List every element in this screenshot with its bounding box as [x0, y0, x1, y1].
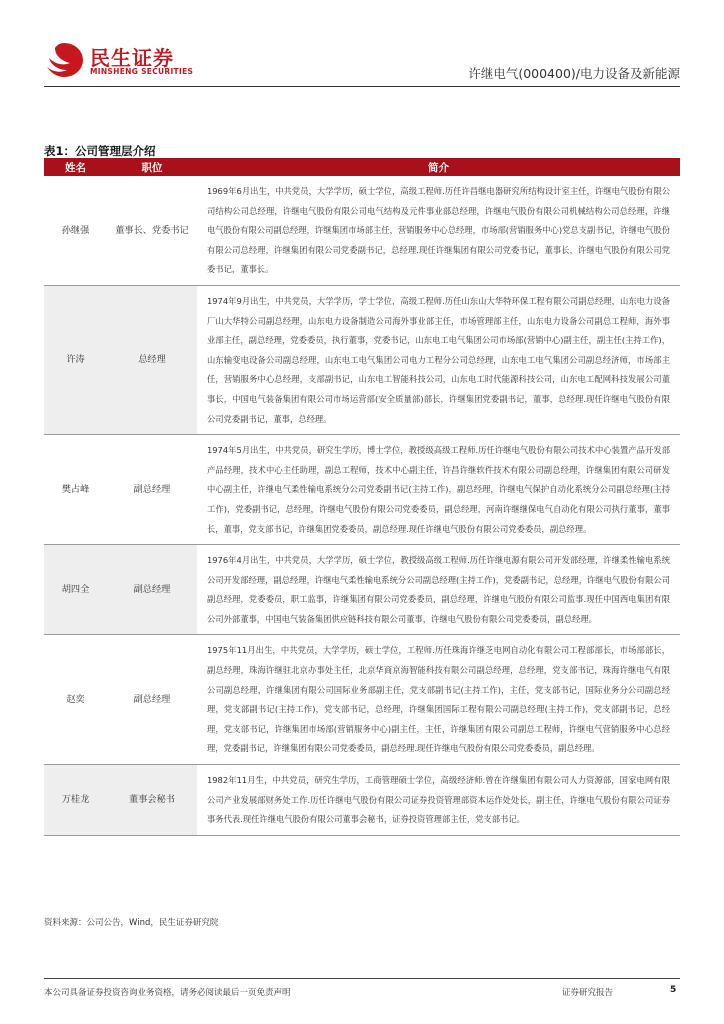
executive-name: 樊占峰: [44, 435, 107, 545]
executive-bio: 1976年4月出生，中共党员，大学学历，硕士学位，教授级高级工程师.历任许继电源有限公司开发部经理，许继柔性输电系统公司开发部经理，副总经理，许继电气柔性输电系统分公司副总经理(主持工作)，党委副书记，总经理，许继电气股份有限公司副总经理，党委委员，职工监事，许继集团有限公司党委委员，副总经理，许继电气股份有限公司监事.现任中国西电集团有限公司外部董事，中国电气装备集团供应链科技有限公司董事，许继电气股份有限公司党委委员，副总经理。: [197, 545, 680, 635]
column-header-position: 职位: [107, 158, 197, 176]
executive-name: 胡四全: [44, 545, 107, 635]
table-row: [44, 435, 680, 545]
minsheng-logo-icon: [44, 42, 84, 78]
table-row: [44, 545, 680, 635]
executive-position: 董事长、党委书记: [107, 176, 197, 285]
page-header: [0, 0, 724, 88]
column-header-bio: 简介: [197, 158, 680, 176]
executive-bio: 1975年11月出生，中共党员，大学学历，硕士学位，工程师.历任珠海许继芝电网自动化有限公司工程部部长，市场部部长，副总经理，珠海许继驻北京办事处主任，北京华商京海智能科技有限公司副总经理，总经理，党支部书记，珠海许继电气有限公司副总经理，许继集团有限公司国际业务部副主任，党支部副书记(主持工作)，主任，党支部书记，国际业务分公司副总经理，党支部副书记(主持工作)，党支部书记，总经理，许继集团国际工程有限公司副总经理(主持工作)，党支部副书记，总经理，党支部书记，许继集团市场部(营销服务中心)副主任，主任，许继集团有限公司副总工程师，许继电气营销服务中心总经理，党委副书记，许继集团有限公司党委委员，副总经理.现任许继电气股份有限公司党委委员，副总经理。: [197, 635, 680, 765]
brand-name-en: MINSHENG SECURITIES: [90, 67, 194, 76]
executive-name: 许涛: [44, 285, 107, 434]
page-number: 5: [670, 985, 677, 995]
document-title: 许继电气(000400)/电力设备及新能源: [468, 66, 680, 81]
table-header-row: [44, 158, 680, 176]
data-source-note: 资料来源：公司公告，Wind，民生证券研究院: [44, 918, 219, 928]
executive-position: 副总经理: [107, 435, 197, 545]
management-table: [44, 158, 680, 836]
executive-name: 赵奕: [44, 635, 107, 765]
footer-report-type: 证券研究报告: [562, 988, 614, 998]
header-divider: [44, 86, 680, 87]
executive-position: 董事会秘书: [107, 765, 197, 836]
executive-name: 孙继强: [44, 176, 107, 285]
table-row: [44, 765, 680, 836]
table-row: [44, 635, 680, 765]
table-row: [44, 285, 680, 434]
table-caption: 表1：公司管理层介绍: [44, 144, 156, 158]
footer-divider: [44, 978, 680, 979]
executive-bio: 1969年6月出生，中共党员，大学学历，硕士学位，高级工程师.历任许昌继电器研究所结构设计室主任，许继电气股份有限公司结构公司总经理，许继电气股份有限公司电气结构及元件事业部总经理，许继电气股份有限公司机械结构公司总经理，许继电气股份有限公司副总经理，许继集团市场部主任，营销服务中心总经理，市场部(营销服务中心)党总支副书记，许继电气股份有限公司总经理，许继集团有限公司党委副书记，总经理.现任许继集团有限公司党委书记，董事长，许继电气股份有限公司党委书记，董事长。: [197, 176, 680, 285]
executive-bio: 1974年9月出生，中共党员，大学学历，学士学位，高级工程师.历任山东山大华特环保工程有限公司副总经理，山东电力设备厂山大华特公司副总经理，山东电力设备制造公司海外事业部主任，市场管理部主任，山东电力设备公司副总工程师，海外事业部主任，副总经理，党委委员，执行董事，党委书记，山东电工电气集团公司市场部(营销中心)副主任，副主任(主持工作)，山东输变电设备公司副总经理，山东电工电气集团公司电力工程分公司总经理，山东电工电气集团公司副总经济师，市场部主任，营销服务中心总经理，支部副书记，山东电工智能科技公司，山东电工时代能源科技公司，山东电工配网科技发展公司董事长，中国电气装备集团有限公司市场运营部(安全质量部)部长，许继集团党委副书记，董事，总经理.现任许继电气股份有限公司党委副书记，董事，总经理。: [197, 285, 680, 434]
executive-position: 副总经理: [107, 635, 197, 765]
executive-position: 副总经理: [107, 545, 197, 635]
brand-name-cn: 民生证券: [90, 46, 174, 70]
column-header-name: 姓名: [44, 158, 107, 176]
table-row: [44, 176, 680, 285]
executive-name: 万桂龙: [44, 765, 107, 836]
executive-position: 总经理: [107, 285, 197, 434]
executive-bio: 1982年11月生，中共党员，研究生学历，工商管理硕士学位，高级经济师.曾在许继集团有限公司人力资源部，国家电网有限公司产业发展部财务处工作.历任许继电气股份有限公司证券投资管理部资本运作处处长，副主任，许继电气股份有限公司证券事务代表.现任许继电气股份有限公司董事会秘书，证券投资管理部主任，党支部书记。: [197, 765, 680, 836]
executive-bio: 1974年5月出生，中共党员，研究生学历，博士学位，教授级高级工程师.历任许继电气股份有限公司技术中心装置产品开发部产品经理，技术中心主任助理，副总工程师，技术中心副主任，许昌许继软件技术有限公司副总经理，许继集团有限公司研发中心副主任，许继电气柔性输电系统分公司党委副书记(主持工作)，副总经理，许继电气保护自动化系统分公司副总经理(主持工作)，党委副书记，总经理，许继电气股份有限公司党委委员，副总经理，河南许继继保电气自动化有限公司执行董事，董事长，董事，党支部书记，许继集团党委委员，副总经理.现任许继电气股份有限公司党委委员，副总经理。: [197, 435, 680, 545]
footer-disclaimer: 本公司具备证券投资咨询业务资格，请务必阅读最后一页免责声明: [44, 988, 291, 998]
